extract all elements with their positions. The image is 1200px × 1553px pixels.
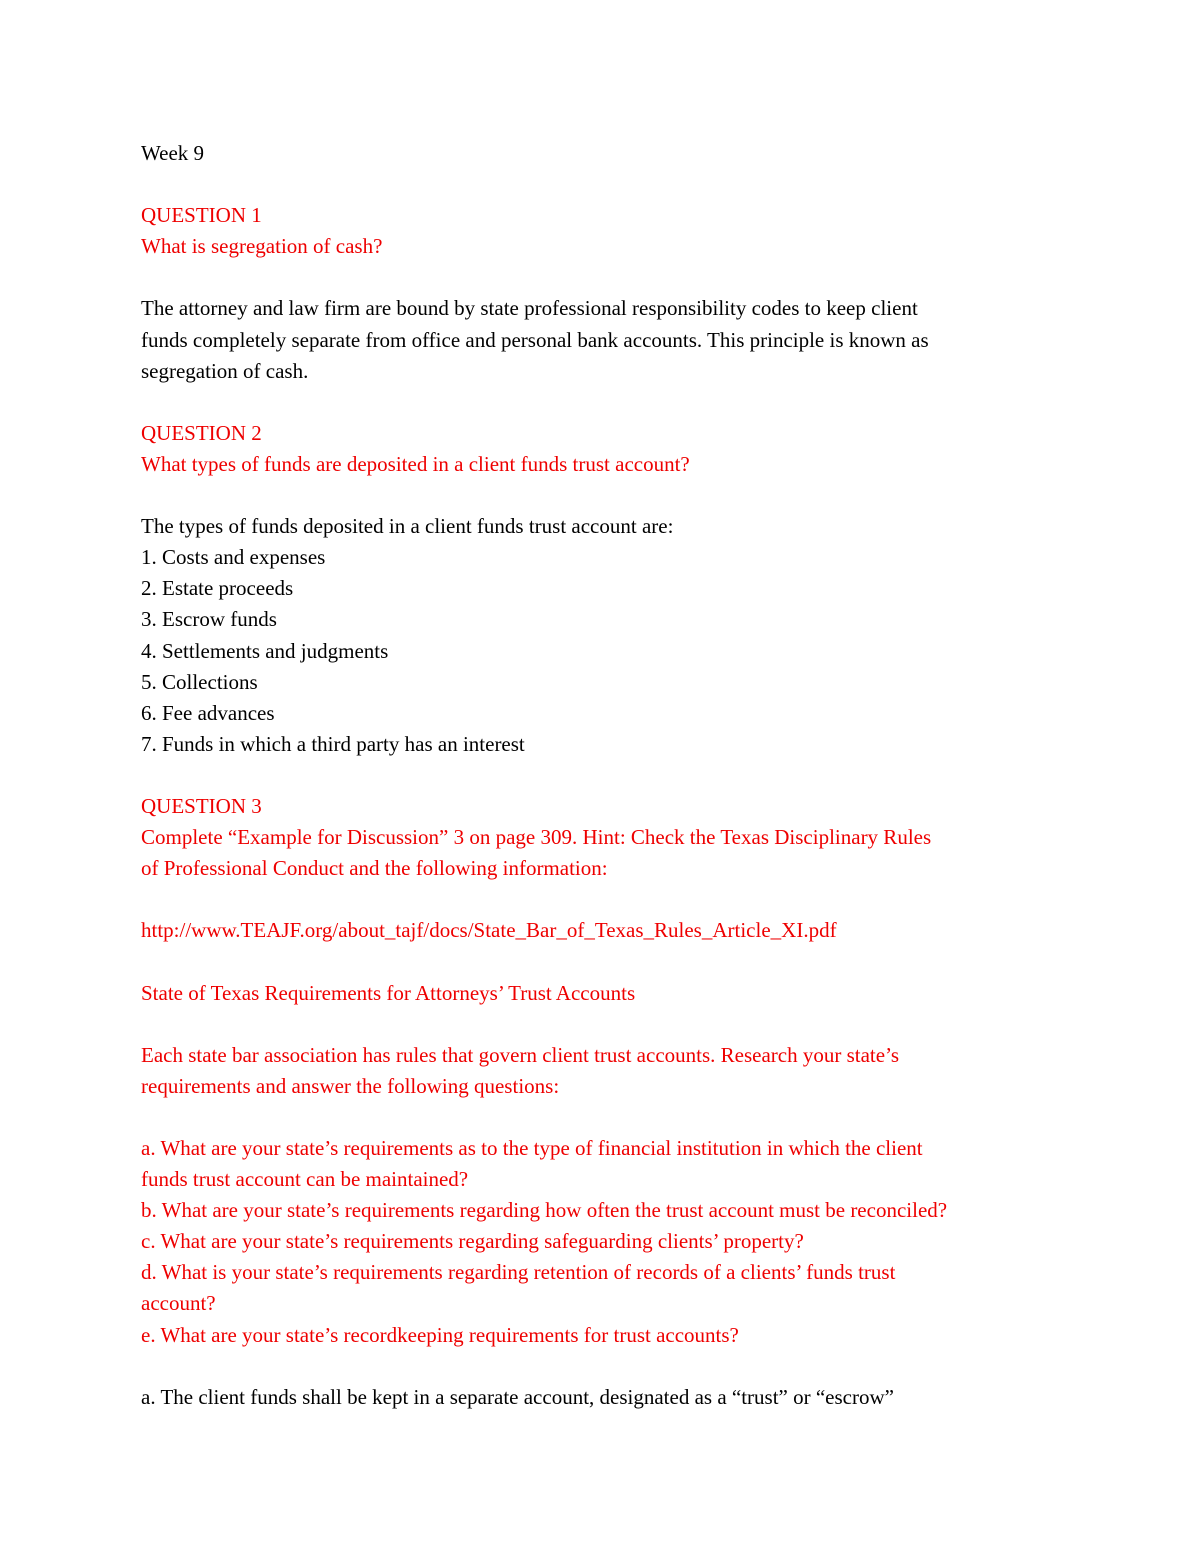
fund-type-list-item: 1. Costs and expenses [141, 545, 326, 570]
question-3-label: QUESTION 3 [141, 793, 262, 818]
sub-question: d. What is your state’s requirements regarding retention of records of a clients’ funds trust [141, 1260, 896, 1285]
answer-1-line: The attorney and law firm are bound by state professional responsibility codes to keep client [141, 296, 918, 321]
spacer [141, 1009, 1101, 1040]
spacer [141, 262, 1101, 293]
spacer [141, 884, 1101, 915]
question-3-text: of Professional Conduct and the following information: [141, 856, 608, 881]
section-subtitle: State of Texas Requirements for Attorneys’ Trust Accounts [141, 980, 636, 1005]
question-2-text: What types of funds are deposited in a client funds trust account? [141, 451, 690, 476]
sub-question: account? [141, 1291, 216, 1316]
question-3-intro: Each state bar association has rules that govern client trust accounts. Research your state’s [141, 1042, 900, 1067]
fund-type-list-item: 3. Escrow funds [141, 607, 277, 632]
answer-1-line: segregation of cash. [141, 358, 309, 383]
week-heading: Week 9 [141, 141, 205, 165]
answer-1-line: funds completely separate from office and personal bank accounts. This principle is known as [141, 327, 929, 352]
question-1-text: What is segregation of cash? [141, 234, 383, 259]
fund-type-list-item: 7. Funds in which a third party has an interest [141, 731, 525, 756]
question-3-intro: requirements and answer the following questions: [141, 1073, 560, 1098]
fund-type-list-item: 6. Fee advances [141, 700, 275, 725]
spacer [141, 169, 1101, 200]
spacer [141, 946, 1101, 977]
spacer [141, 1351, 1101, 1382]
spacer [141, 1102, 1101, 1133]
sub-question: e. What are your state’s recordkeeping requirements for trust accounts? [141, 1322, 739, 1347]
sub-question: c. What are your state’s requirements regarding safeguarding clients’ property? [141, 1229, 804, 1254]
sub-question: b. What are your state’s requirements regarding how often the trust account must be reconciled? [141, 1198, 948, 1223]
question-3-text: Complete “Example for Discussion” 3 on page 309. Hint: Check the Texas Disciplinary Rules [141, 825, 932, 850]
rules-url: http://www.TEAJF.org/about_tajf/docs/State_Bar_of_Texas_Rules_Article_XI.pdf [141, 918, 837, 943]
question-2-label: QUESTION 2 [141, 420, 262, 445]
answer-2-intro: The types of funds deposited in a client funds trust account are: [141, 514, 674, 539]
document-page [141, 138, 1101, 1413]
answer-3a-line: a. The client funds shall be kept in a separate account, designated as a “trust” or “escrow” [141, 1384, 894, 1409]
spacer [141, 387, 1101, 418]
sub-question: a. What are your state’s requirements as to the type of financial institution in which the client [141, 1136, 923, 1160]
fund-type-list-item: 2. Estate proceeds [141, 576, 294, 601]
spacer [141, 760, 1101, 791]
question-1-label: QUESTION 1 [141, 203, 262, 228]
fund-type-list-item: 4. Settlements and judgments [141, 638, 389, 663]
fund-type-list-item: 5. Collections [141, 669, 258, 694]
sub-question: funds trust account can be maintained? [141, 1167, 469, 1192]
spacer [141, 480, 1101, 511]
